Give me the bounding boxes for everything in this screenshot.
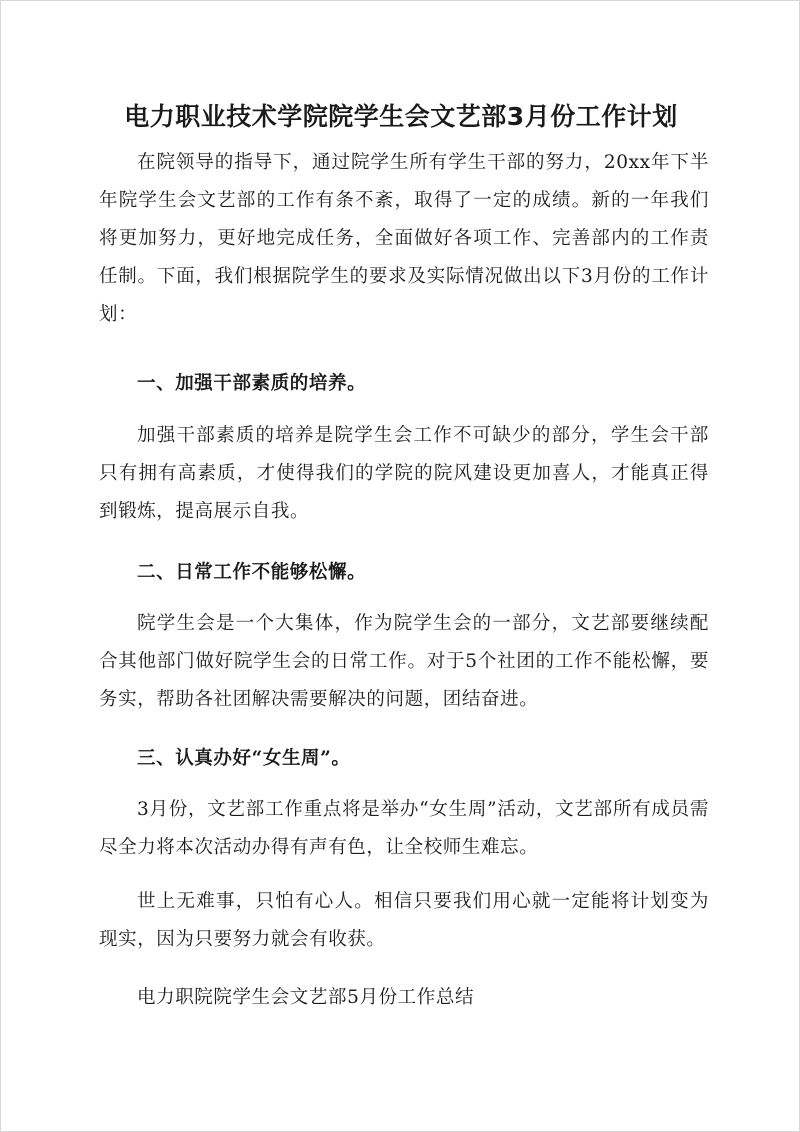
section-2-heading: 二、日常工作不能够松懈。 — [137, 562, 367, 583]
intro-paragraph: 在院领导的指导下，通过院学生所有学生干部的努力，20xx年下半年院学生会文艺部的工作有条不紊，取得了一定的成绩。新的一年我们将更加努力，更好地完成任务，全面做好各项工作、完善部内的工作责任制。下面，我们根据院学生的要求及实际情况做出以下3月份的工作计划： — [99, 152, 709, 325]
section-1-heading: 一、加强干部素质的培养。 — [137, 373, 367, 394]
section-2-body: 院学生会是一个大集体，作为院学生会的一部分，文艺部要继续配合其他部门做好院学生会的日常工作。对于5个社团的工作不能松懈，要务实，帮助各社团解决需要解决的问题，团结奋进。 — [99, 613, 709, 710]
closing-paragraph: 世上无难事，只怕有心人。相信只要我们用心就一定能将计划变为现实，因为只要努力就会有收获。 — [99, 891, 709, 950]
footer-line: 电力职院院学生会文艺部5月份工作总结 — [137, 987, 475, 1008]
section-1-body: 加强干部素质的培养是院学生会工作不可缺少的部分，学生会干部只有拥有高素质，才使得我们的学院的院风建设更加喜人，才能真正得到锻炼，提高展示自我。 — [99, 425, 709, 522]
section-3-heading: 三、认真办好“女生周”。 — [137, 748, 351, 769]
section-3-body: 3月份，文艺部工作重点将是举办“女生周”活动，文艺部所有成员需尽全力将本次活动办得有声有色，让全校师生难忘。 — [99, 799, 709, 858]
document-title: 电力职业技术学院院学生会文艺部3月份工作计划 — [124, 102, 678, 131]
